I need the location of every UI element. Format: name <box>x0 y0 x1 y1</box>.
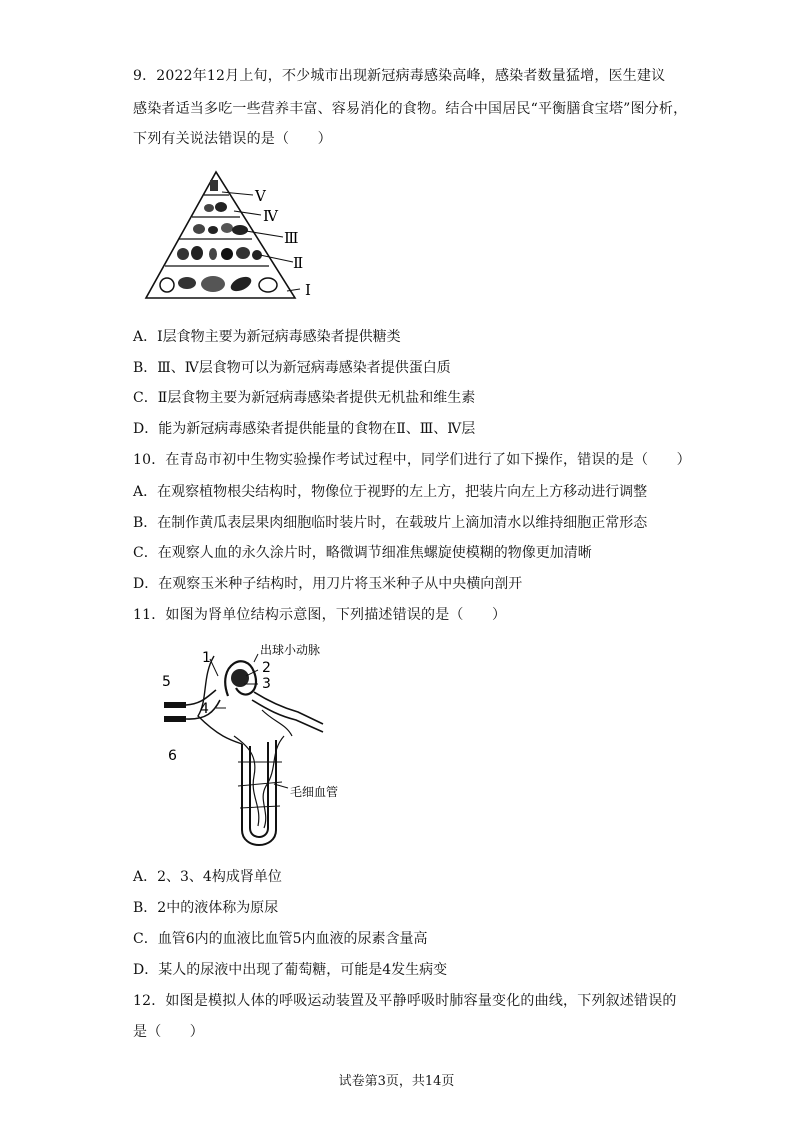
nephron-label-3: 3 <box>262 676 271 692</box>
q10-stem: 10．在青岛市初中生物实验操作考试过程中，同学们进行了如下操作，错误的是（ ） <box>133 452 691 468</box>
q11-option-a: A．2、3、4构成肾单位 <box>133 869 282 885</box>
nephron-figure <box>158 636 358 854</box>
q10-option-a: A．在观察植物根尖结构时，物像位于视野的左上方，把装片向左上方移动进行调整 <box>133 484 648 500</box>
pyramid-label-ii: Ⅱ <box>293 254 304 272</box>
nephron-label-capillary: 毛细血管 <box>290 785 339 799</box>
nephron-label-5: 5 <box>162 674 171 690</box>
nephron-label-6: 6 <box>168 748 177 764</box>
q9-option-d: D．能为新冠病毒感染者提供能量的食物在Ⅱ、Ⅲ、Ⅳ层 <box>133 421 476 437</box>
nephron-label-4: 4 <box>200 701 209 717</box>
q11-option-b: B．2中的液体称为原尿 <box>133 900 279 916</box>
q9-stem-line-1: 9．2022年12月上旬，不少城市出现新冠病毒感染高峰，感染者数量猛增，医生建议 <box>133 68 666 84</box>
q9-stem-line-3: 下列有关说法错误的是（ ） <box>133 131 332 147</box>
q12-stem-line-2: 是（ ） <box>133 1024 204 1040</box>
q11-stem: 11．如图为肾单位结构示意图，下列描述错误的是（ ） <box>133 607 507 623</box>
q11-option-c: C．血管6内的血液比血管5内血液的尿素含量高 <box>133 931 428 947</box>
q9-option-b: B．Ⅲ、Ⅳ层食物可以为新冠病毒感染者提供蛋白质 <box>133 360 451 376</box>
q9-option-c: C．Ⅱ层食物主要为新冠病毒感染者提供无机盐和维生素 <box>133 390 476 406</box>
nephron-label-2: 2 <box>262 660 271 676</box>
page-footer: 试卷第3页，共14页 <box>338 1074 455 1089</box>
q11-option-d: D．某人的尿液中出现了葡萄糖，可能是4发生病变 <box>133 962 448 978</box>
nephron-label-efferent-arteriole: 出球小动脉 <box>260 643 321 657</box>
pyramid-label-iv: Ⅳ <box>263 207 278 225</box>
q9-stem-line-2: 感染者适当多吃一些营养丰富、容易消化的食物。结合中国居民“平衡膳食宝塔”图分析， <box>133 101 688 117</box>
pyramid-label-i: I <box>305 281 311 299</box>
q9-option-a: A．Ⅰ层食物主要为新冠病毒感染者提供糖类 <box>133 329 401 345</box>
food-pyramid-figure <box>143 168 333 304</box>
q12-stem-line-1: 12．如图是模拟人体的呼吸运动装置及平静呼吸时肺容量变化的曲线，下列叙述错误的 <box>133 993 677 1009</box>
q10-option-d: D．在观察玉米种子结构时，用刀片将玉米种子从中央横向剖开 <box>133 576 523 592</box>
pyramid-label-v: V <box>255 187 266 205</box>
nephron-label-1: 1 <box>202 650 211 666</box>
pyramid-label-iii: Ⅲ <box>284 229 299 247</box>
q10-option-b: B．在制作黄瓜表层果肉细胞临时装片时，在载玻片上滴加清水以维持细胞正常形态 <box>133 515 648 531</box>
q10-option-c: C．在观察人血的永久涂片时，略微调节细准焦螺旋使模糊的物像更加清晰 <box>133 545 592 561</box>
